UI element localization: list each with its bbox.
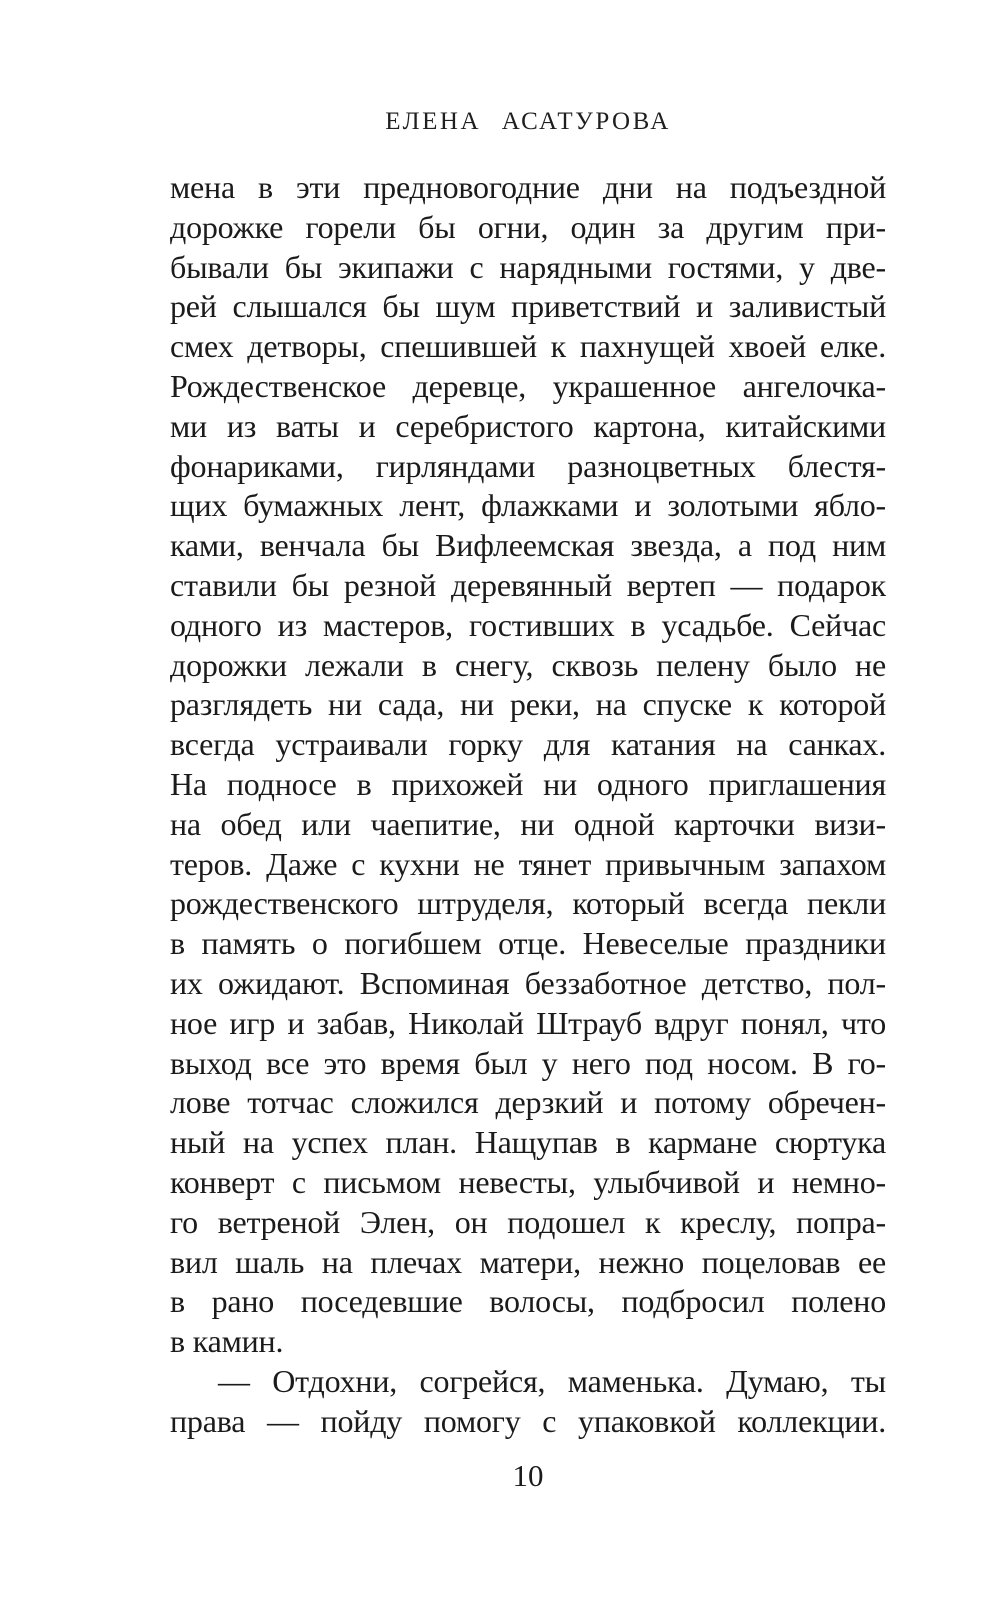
text-line: права — пойду помогу с упаковкой коллекции.	[170, 1402, 886, 1439]
text-line: ставили бы резной деревянный вертеп — подарок	[170, 566, 886, 603]
text-line: бывали бы экипажи с нарядными гостями, у две-	[170, 248, 886, 285]
text-line: фонариками, гирляндами разноцветных блестя-	[170, 447, 886, 484]
text-line: выход все это время был у него под носом. В го-	[170, 1044, 886, 1081]
text-line: разглядеть ни сада, ни реки, на спуске к которой	[170, 686, 886, 723]
text-line: всегда устраивали горку для катания на санках.	[170, 726, 886, 763]
text-line: рей слышался бы шум приветствий и заливистый	[170, 288, 886, 325]
text-line: рождественского штруделя, который всегда пекли	[170, 885, 886, 922]
text-line: Рождественское деревце, украшенное ангелочка-	[170, 367, 886, 404]
text-line: в рано поседевшие волосы, подбросил полено	[170, 1283, 886, 1320]
text-line: На подносе в прихожей ни одного приглашения	[170, 765, 886, 802]
text-line: ками, венчала бы Вифлеемская звезда, а под ним	[170, 527, 886, 564]
text-line: ми из ваты и серебристого картона, китайскими	[170, 407, 886, 444]
text-line: лове тотчас сложился дерзкий и потому обречен-	[170, 1084, 886, 1121]
text-line: мена в эти предновогодние дни на подъездной	[170, 169, 886, 205]
text-line: их ожидают. Вспоминая беззаботное детство, пол-	[170, 964, 886, 1001]
text-line: вил шаль на плечах матери, нежно поцеловав ее	[170, 1243, 886, 1280]
text-line: ный на успех план. Нащупав в кармане сюртука	[170, 1124, 886, 1161]
text-line: щих бумажных лент, флажками и золотыми ябло-	[170, 487, 886, 524]
text-line: на обед или чаепитие, ни одной карточки визи-	[170, 805, 886, 842]
text-line: одного из мастеров, гостивших в усадьбе. Сейчас	[170, 606, 886, 643]
text-line: дорожки лежали в снегу, сквозь пелену было не	[170, 646, 886, 683]
text-line: дорожке горели бы огни, один за другим при-	[170, 208, 886, 245]
text-line: го ветреной Элен, он подошел к креслу, попра-	[170, 1203, 886, 1240]
text-line: теров. Даже с кухни не тянет привычным запахом	[170, 845, 886, 882]
running-header: ЕЛЕНА АСАТУРОВА	[385, 108, 671, 135]
page-number: 10	[512, 1458, 544, 1493]
body-text	[170, 168, 886, 1442]
text-line: в память о погибшем отце. Невеселые праздники	[170, 925, 886, 962]
text-line: ное игр и забав, Николай Штрауб вдруг понял, что	[170, 1004, 886, 1041]
text-line: конверт с письмом невесты, улыбчивой и немно-	[170, 1163, 886, 1200]
text-line: смех детворы, спешившей к пахнущей хвоей елке.	[170, 328, 886, 365]
text-line: — Отдохни, согрейся, маменька. Думаю, ты	[218, 1362, 886, 1399]
text-line: в камин.	[170, 1323, 284, 1360]
